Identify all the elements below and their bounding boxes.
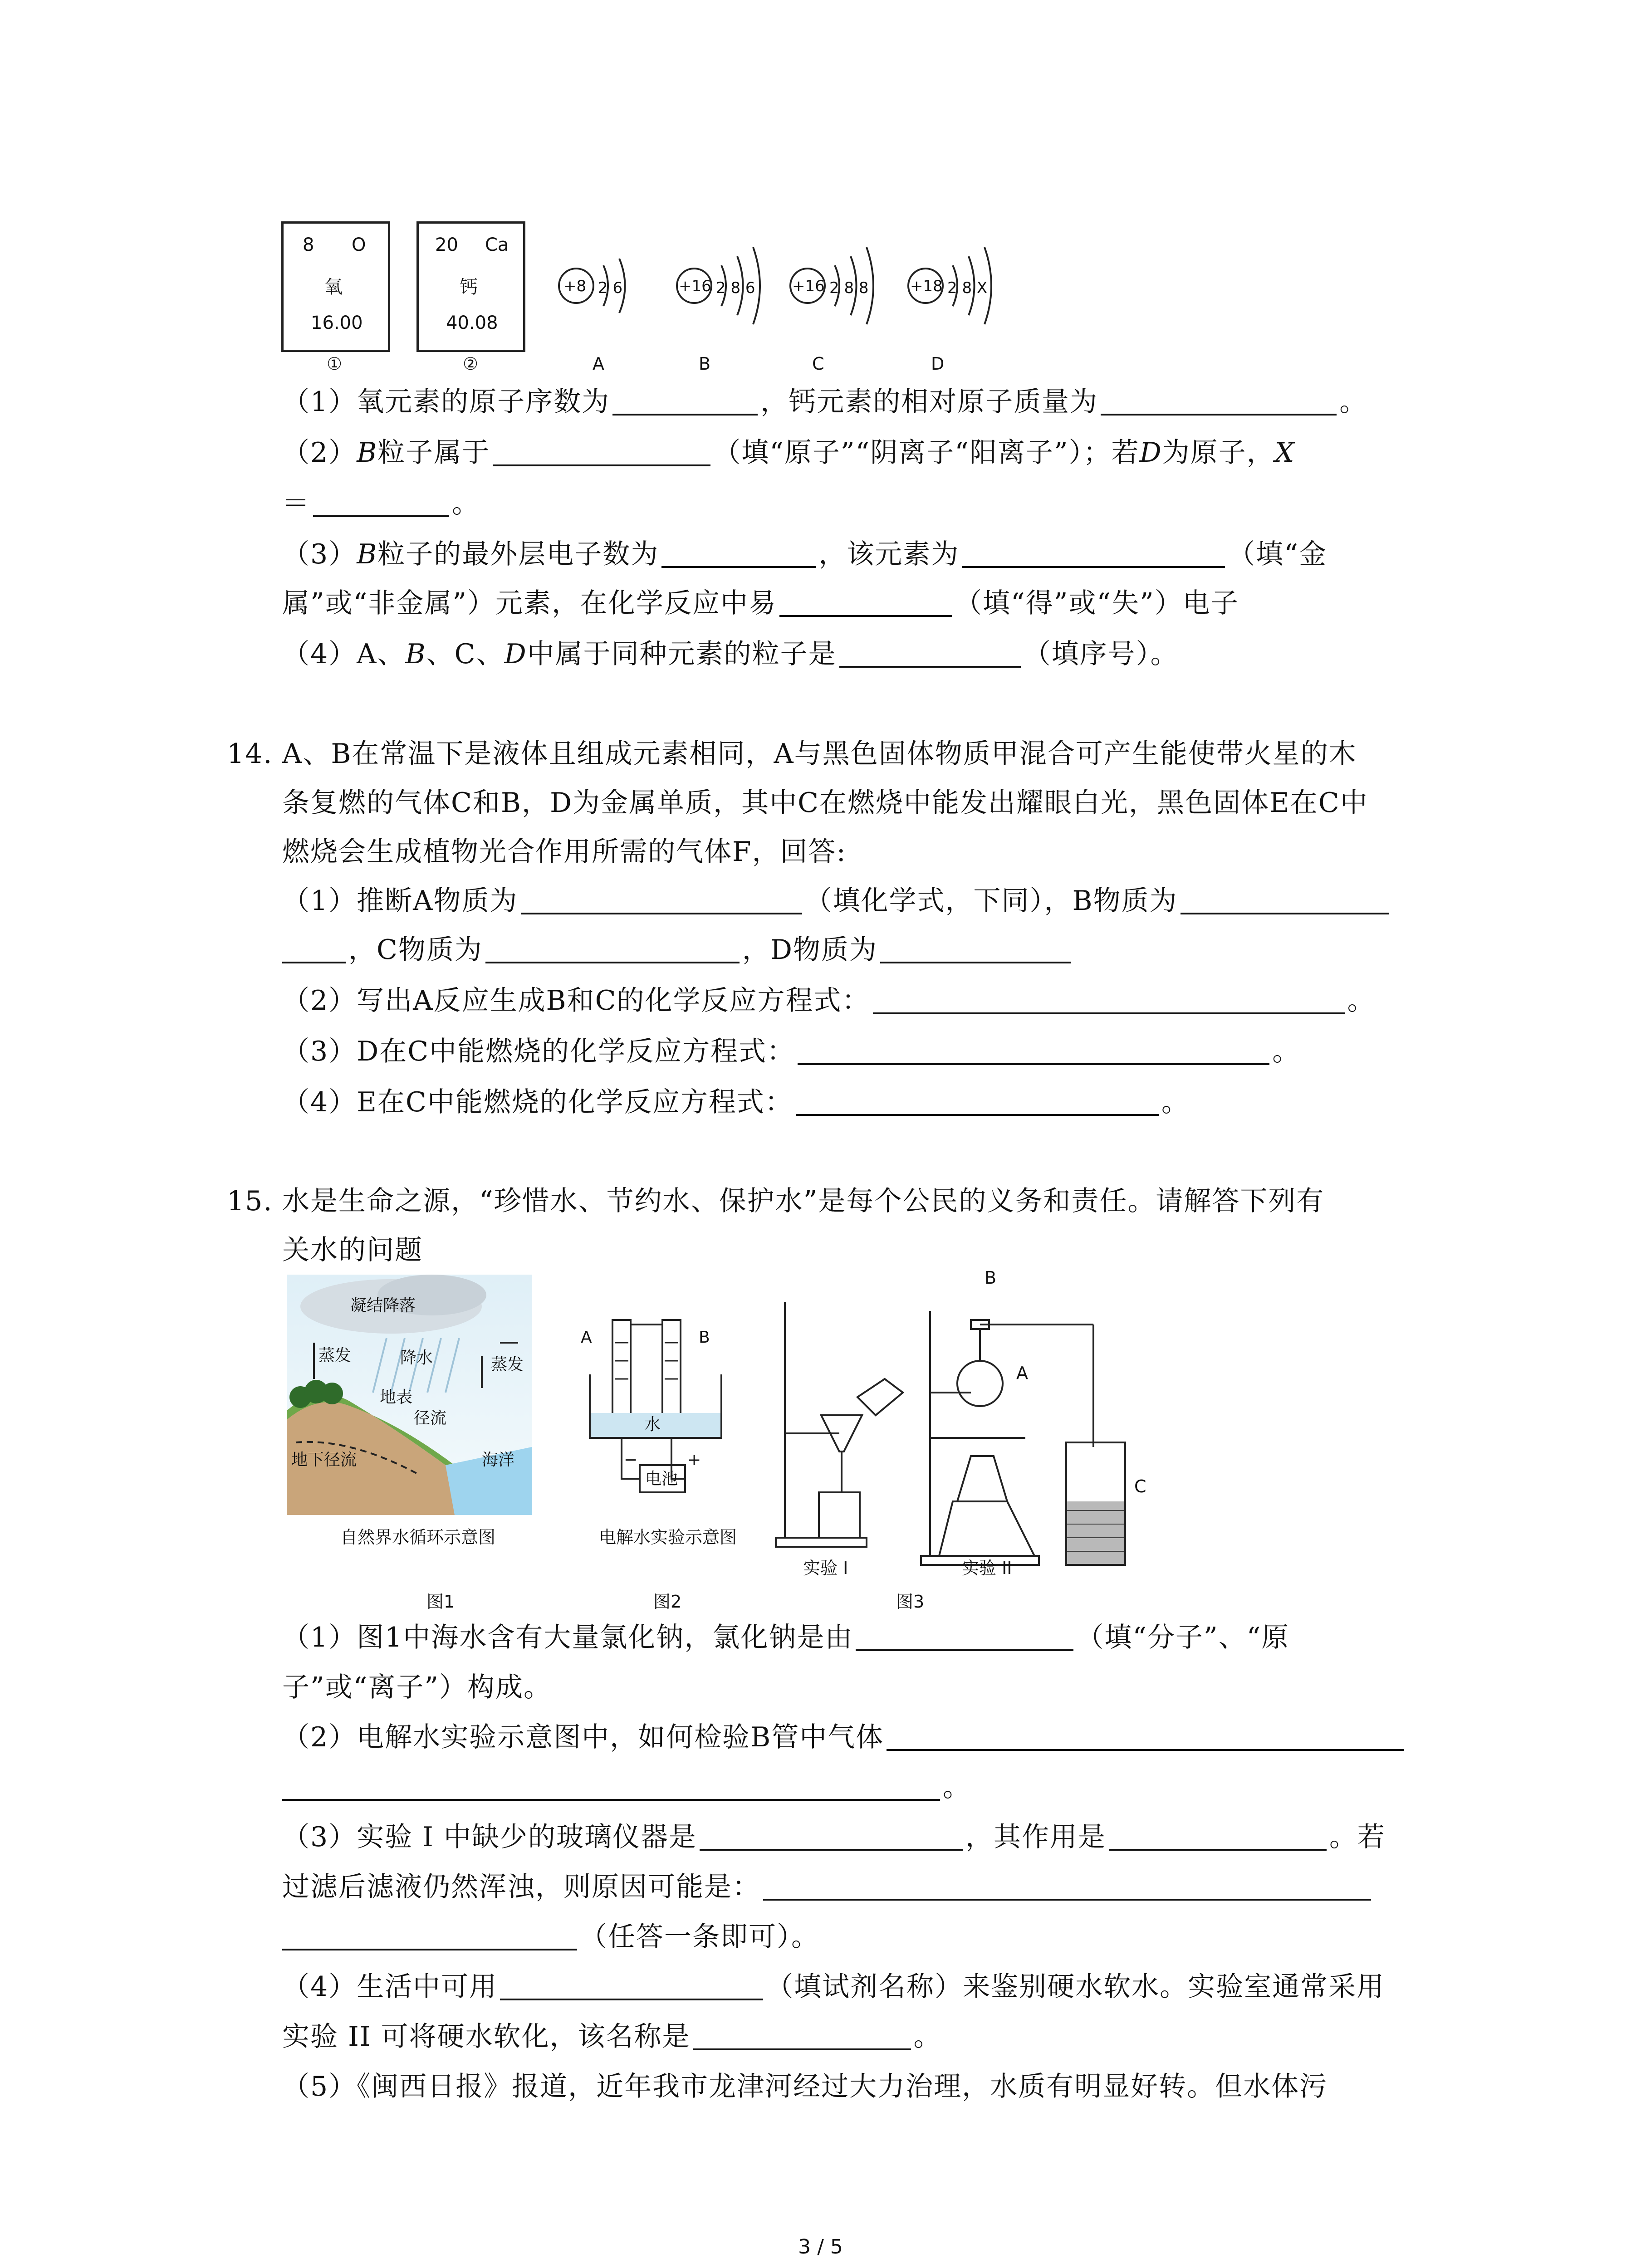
q13-line-2: （2）B粒子属于 （填“原子”“阴离子“阳离子”）；若D为原子，X: [282, 437, 1295, 469]
particle-label-d: D: [931, 354, 945, 374]
element-card-oxygen: [281, 221, 390, 352]
answer-blank[interactable]: [313, 490, 449, 517]
answer-blank[interactable]: [1109, 1823, 1327, 1851]
fig1-label-evaporation-land: 蒸发: [318, 1346, 352, 1365]
particle-c-nucleus: +16: [792, 277, 825, 295]
fig3-label-a: A: [1016, 1363, 1028, 1383]
particle-label-a: A: [593, 354, 604, 374]
particle-structure-diagrams: [544, 213, 1066, 331]
q15-sub-4b: 实验 II 可将硬水软化，该名称是 。: [282, 2021, 942, 2053]
q14-number: 14.: [227, 738, 273, 770]
q14-sub-2: （2）写出A反应生成B和C的化学反应方程式： 。: [282, 985, 1376, 1017]
q14-sub-1: （1）推断A物质为 （填化学式，下同），B物质为: [282, 887, 1392, 914]
particle-c-shells: 2 8 8: [829, 279, 869, 297]
q14-sub-3: （3）D在C中能燃烧的化学反应方程式： 。: [282, 1036, 1301, 1067]
particle-d-nucleus: +18: [910, 277, 943, 295]
fig1-label-underground-runoff: 地下径流: [291, 1451, 357, 1469]
q15-sub-2b: 。: [282, 1774, 971, 1801]
q15-sub-3: （3）实验 I 中缺少的玻璃仪器是 ，其作用是 。若: [282, 1821, 1386, 1853]
element-name: 氧: [324, 277, 343, 298]
answer-blank[interactable]: [612, 388, 758, 415]
q15-sub-2: （2）电解水实验示意图中，如何检验B管中气体: [282, 1724, 1406, 1751]
answer-blank[interactable]: [521, 887, 802, 914]
answer-blank[interactable]: [282, 936, 346, 963]
fig2-label-battery: 电池: [645, 1470, 678, 1488]
answer-blank[interactable]: [962, 541, 1225, 568]
fig1-number: 图1: [426, 1592, 455, 1612]
q13-line-4: （4）A、B、C、D中属于同种元素的粒子是 （填序号）。: [282, 638, 1179, 670]
q13-line-2b: ＝ 。: [282, 488, 480, 519]
element-symbol: Ca: [485, 235, 509, 255]
element-card-label: ②: [463, 354, 479, 374]
q13-line-1: （1）氧元素的原子序数为 ，钙元素的相对原子质量为 。: [282, 386, 1368, 418]
answer-blank[interactable]: [282, 1923, 577, 1950]
answer-blank[interactable]: [873, 987, 1345, 1014]
figure-water-cycle: [282, 1275, 536, 1529]
answer-blank[interactable]: [1101, 388, 1337, 415]
fig1-label-surface: 地表: [380, 1388, 413, 1407]
fig3-label-b: B: [985, 1268, 997, 1288]
q15-sub-3c: （任答一条即可）。: [282, 1923, 819, 1950]
answer-blank[interactable]: [856, 1624, 1073, 1651]
answer-blank[interactable]: [887, 1724, 1404, 1751]
figure-experiments: [771, 1266, 1180, 1592]
figure-electrolysis: [572, 1306, 771, 1524]
fig3-label-c: C: [1134, 1476, 1146, 1496]
answer-blank[interactable]: [1181, 887, 1389, 914]
q15-number: 15.: [227, 1185, 273, 1217]
fig3-label-exp1: 实验 I: [803, 1558, 848, 1578]
element-card-label: ①: [327, 354, 343, 374]
particle-label-c: C: [812, 354, 824, 374]
fig2-number: 图2: [653, 1592, 682, 1612]
fig1-label-condensation: 凝结降落: [350, 1296, 416, 1315]
answer-blank[interactable]: [282, 1774, 940, 1801]
particle-d-shells: 2 8 X: [947, 279, 988, 297]
answer-blank[interactable]: [661, 541, 816, 568]
q15-sub-1: （1）图1中海水含有大量氯化钠，氯化钠是由 （填“分子”、“原: [282, 1622, 1290, 1653]
fig3-number: 图3: [896, 1592, 925, 1612]
fig2-label-water: 水: [644, 1415, 661, 1434]
fig1-label-precipitation: 降水: [400, 1349, 433, 1367]
q15-sub-4: （4）生活中可用 （填试剂名称）来鉴别硬水软水。实验室通常采用: [282, 1971, 1385, 2003]
element-mass: 40.08: [446, 313, 498, 333]
q15-sub-5: （5）《闽西日报》报道，近年我市龙津河经过大力治理，水质有明显好转。但水体污: [282, 2071, 1328, 2102]
particle-label-b: B: [699, 354, 711, 374]
fig3-label-exp2: 实验 II: [962, 1558, 1012, 1578]
fig1-label-evaporation-sea: 蒸发: [491, 1355, 524, 1374]
element-number: 8: [303, 235, 314, 255]
q14-para-3: 燃烧会生成植物光合作用所需的气体F，回答:: [282, 836, 847, 868]
element-number: 20: [435, 235, 458, 255]
element-symbol: O: [352, 235, 366, 255]
q14-sub-1b: ，C物质为 ，D物质为: [282, 936, 1073, 963]
element-card-calcium: [416, 221, 525, 352]
q13-line-3: （3）B粒子的最外层电子数为 ，该元素为 （填“金: [282, 538, 1327, 570]
q15-para-1: 水是生命之源，“珍惜水、节约水、保护水”是每个公民的义务和责任。请解答下列有: [282, 1185, 1325, 1217]
element-name: 钙: [460, 277, 478, 298]
fig1-caption: 自然界水循环示意图: [340, 1527, 496, 1547]
answer-blank[interactable]: [839, 640, 1021, 668]
q14-sub-4: （4）E在C中能燃烧的化学反应方程式： 。: [282, 1086, 1190, 1118]
particle-b-nucleus: +16: [679, 277, 711, 295]
answer-blank[interactable]: [798, 1038, 1269, 1065]
answer-blank[interactable]: [493, 439, 710, 466]
q14-para-2: 条复燃的气体C和B，D为金属单质，其中C在燃烧中能发出耀眼白光，黑色固体E在C中: [282, 787, 1368, 819]
q15-sub-1b: 子”或“离子”）构成。: [282, 1672, 552, 1703]
answer-blank[interactable]: [485, 936, 740, 963]
particle-a-shells: 2 6: [598, 279, 623, 297]
answer-blank[interactable]: [693, 2023, 911, 2050]
q13-line-3b: 属”或“非金属”）元素，在化学反应中易 （填“得”或“失”）电子: [282, 587, 1239, 619]
fig2-label-positive: +: [687, 1451, 701, 1469]
fig2-label-b: B: [699, 1328, 710, 1347]
element-mass: 16.00: [311, 313, 363, 333]
answer-blank[interactable]: [779, 590, 952, 617]
q15-sub-3b: 过滤后滤液仍然浑浊，则原因可能是：: [282, 1873, 1374, 1901]
answer-blank[interactable]: [700, 1823, 963, 1851]
fig1-label-runoff: 径流: [414, 1409, 447, 1427]
answer-blank[interactable]: [796, 1089, 1159, 1116]
q15-para-2: 关水的问题: [282, 1234, 423, 1266]
fig2-caption: 电解水实验示意图: [599, 1527, 737, 1547]
page-number: 3 / 5: [798, 2235, 843, 2258]
fig1-label-ocean: 海洋: [482, 1451, 515, 1469]
answer-blank[interactable]: [880, 936, 1071, 963]
answer-blank[interactable]: [763, 1873, 1371, 1901]
particle-b-shells: 2 8 6: [716, 279, 755, 297]
particle-a-nucleus: +8: [563, 277, 587, 295]
q14-para-1: A、B在常温下是液体且组成元素相同，A与黑色固体物质甲混合可产生能使带火星的木: [282, 738, 1357, 770]
answer-blank[interactable]: [500, 1973, 763, 2000]
fig2-label-negative: −: [624, 1451, 638, 1469]
fig2-label-a: A: [581, 1328, 592, 1347]
